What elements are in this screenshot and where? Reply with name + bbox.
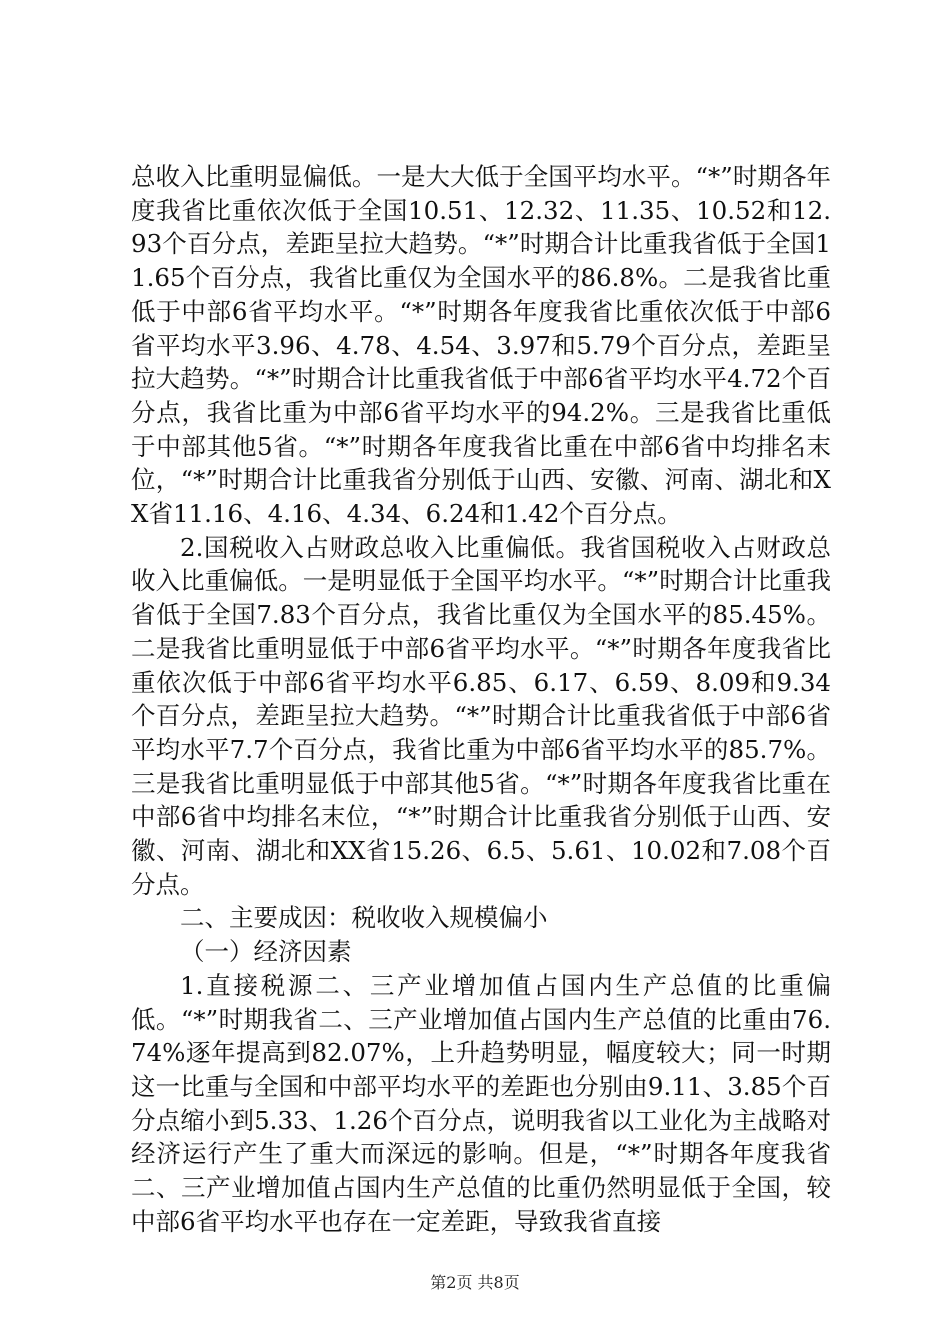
document-body bbox=[131, 160, 831, 1239]
page-footer: 第2页 共8页 bbox=[430, 1273, 520, 1292]
paragraph-2: 2.国税收入占财政总收入比重偏低。我省国税收入占财政总收入比重偏低。一是明显低于全国平均水平。“*”时期合计比重我省低于全国7.83个百分点，我省比重仅为全国水平的85.45%。二是我省比重明显低于中部6省平均水平。“*”时期各年度我省比重依次低于中部6省平均水平6.85、6.17、6.59、8.09和9.34个百分点，差距呈拉大趋势。“*”时期合计比重我省低于中部6省平均水平7.7个百分点，我省比重为中部6省平均水平的85.7%。三是我省比重明显低于中部其他5省。“*”时期各年度我省比重在中部6省中均排名末位，“*”时期合计比重我省分别低于山西、安徽、河南、湖北和XX省15.26、6.5、5.61、10.02和7.08个百分点。 bbox=[131, 532, 831, 899]
paragraph-1: 总收入比重明显偏低。一是大大低于全国平均水平。“*”时期各年度我省比重依次低于全国10.51、12.32、11.35、10.52和12.93个百分点，差距呈拉大趋势。“*”时期合计比重我省低于全国11.65个百分点，我省比重仅为全国水平的86.8%。二是我省比重低于中部6省平均水平。“*”时期各年度我省比重依次低于中部6省平均水平3.96、4.78、4.54、3.97和5.79个百分点，差距呈拉大趋势。“*”时期合计比重我省低于中部6省平均水平4.72个百分点，我省比重为中部6省平均水平的94.2%。三是我省比重低于中部其他5省。“*”时期各年度我省比重在中部6省中均排名末位，“*”时期合计比重我省分别低于山西、安徽、河南、湖北和XX省11.16、4.16、4.34、6.24和1.42个百分点。 bbox=[131, 162, 831, 529]
paragraph-3: 1.直接税源二、三产业增加值占国内生产总值的比重偏低。“*”时期我省二、三产业增加值占国内生产总值的比重由76.74%逐年提高到82.07%，上升趋势明显，幅度较大；同一时期这一比重与全国和中部平均水平的差距也分别由9.11、3.85个百分点缩小到5.33、1.26个百分点，说明我省以工业化为主战略对经济运行产生了重大而深远的影响。但是，“*”时期各年度我省二、三产业增加值占国内生产总值的比重仍然明显低于全国，较中部6省平均水平也存在一定差距，导致我省直接 bbox=[131, 970, 831, 1236]
section-heading: 二、主要成因：税收收入规模偏小 bbox=[180, 903, 548, 933]
subsection-heading: （一）经济因素 bbox=[180, 937, 352, 967]
